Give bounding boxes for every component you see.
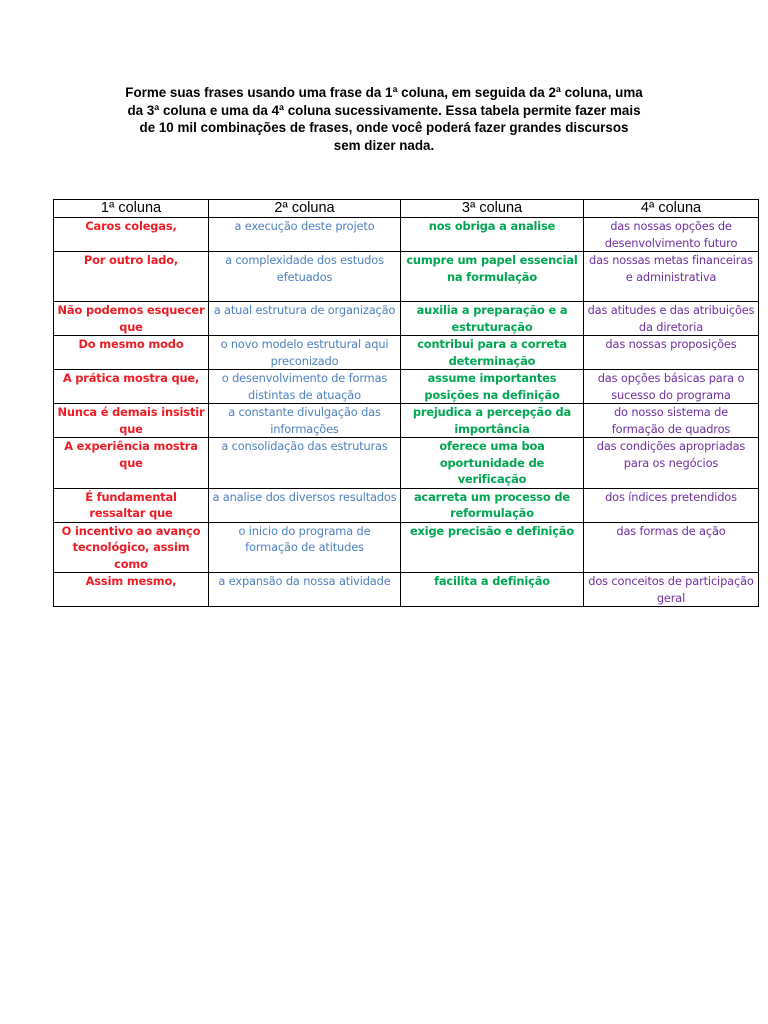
column-header-3: 3ª coluna [401,200,584,218]
table-cell: Por outro lado, [54,252,209,302]
table-cell: das opções básicas para o sucesso do programa [584,370,759,404]
table-cell: o inicio do programa de formação de atitudes [209,522,401,573]
table-cell: das nossas opções de desenvolvimento futuro [584,218,759,252]
table-cell: cumpre um papel essencial na formulação [401,252,584,302]
intro-line: sem dizer nada. [333,137,435,153]
table-cell: a complexidade dos estudos efetuados [209,252,401,302]
table-cell: a constante divulgação das informações [209,404,401,438]
table-cell: auxilia a preparação e a estruturação [401,302,584,336]
table-cell: Caros colegas, [54,218,209,252]
table-row [54,404,759,438]
table-cell: o desenvolvimento de formas distintas de atuação [209,370,401,404]
table-cell: o novo modelo estrutural aqui preconizado [209,336,401,370]
table-cell: a expansão da nossa atividade [209,573,401,607]
table-cell: das atitudes e das atribuições da diretoria [584,302,759,336]
table-row [54,252,759,302]
table-cell: A prática mostra que, [54,370,209,404]
table-cell: acarreta um processo de reformulação [401,488,584,522]
table-cell: nos obriga a analise [401,218,584,252]
column-header-1: 1ª coluna [54,200,209,218]
column-header-2: 2ª coluna [209,200,401,218]
table-row [54,218,759,252]
intro-line: Forme suas frases usando uma frase da 1ª coluna, em seguida da 2ª coluna, uma [125,85,643,100]
intro-text [100,84,668,154]
table-cell: das nossas proposições [584,336,759,370]
table-cell: a consolidação das estruturas [209,438,401,489]
table-cell: das formas de ação [584,522,759,573]
table-cell: dos conceitos de participação geral [584,573,759,607]
table-cell: a atual estrutura de organização [209,302,401,336]
table-cell: Não podemos esquecer que [54,302,209,336]
column-header-4: 4ª coluna [584,200,759,218]
table-cell: contribui para a correta determinação [401,336,584,370]
table-cell: exige precisão e definição [401,522,584,573]
phrase-table [53,199,759,607]
table-row [54,438,759,489]
table-cell: É fundamental ressaltar que [54,488,209,522]
table-cell: Assim mesmo, [54,573,209,607]
table-cell: oferece uma boa oportunidade de verificação [401,438,584,489]
table-cell: Do mesmo modo [54,336,209,370]
table-cell: Nunca é demais insistir que [54,404,209,438]
intro-line: de 10 mil combinações de frases, onde você poderá fazer grandes discursos [139,120,629,135]
table-row [54,488,759,522]
table-row [54,573,759,607]
header-row [54,200,759,218]
table-cell: das condições apropriadas para os negócios [584,438,759,489]
table-row [54,370,759,404]
table-cell: a analise dos diversos resultados [209,488,401,522]
table-row [54,336,759,370]
table-cell: assume importantes posições na definição [401,370,584,404]
table-row [54,522,759,573]
table-cell: a execução deste projeto [209,218,401,252]
table-row [54,302,759,336]
table-cell: das nossas metas financeiras e administrativa [584,252,759,302]
table-cell: facilita a definição [401,573,584,607]
table-cell: do nosso sistema de formação de quadros [584,404,759,438]
table-cell: dos índices pretendidos [584,488,759,522]
intro-line: da 3ª coluna e uma da 4ª coluna sucessivamente. Essa tabela permite fazer mais [127,102,641,118]
table-cell: O incentivo ao avanço tecnológico, assim como [54,522,209,573]
table-cell: prejudica a percepção da importância [401,404,584,438]
table-cell: A experiência mostra que [54,438,209,489]
